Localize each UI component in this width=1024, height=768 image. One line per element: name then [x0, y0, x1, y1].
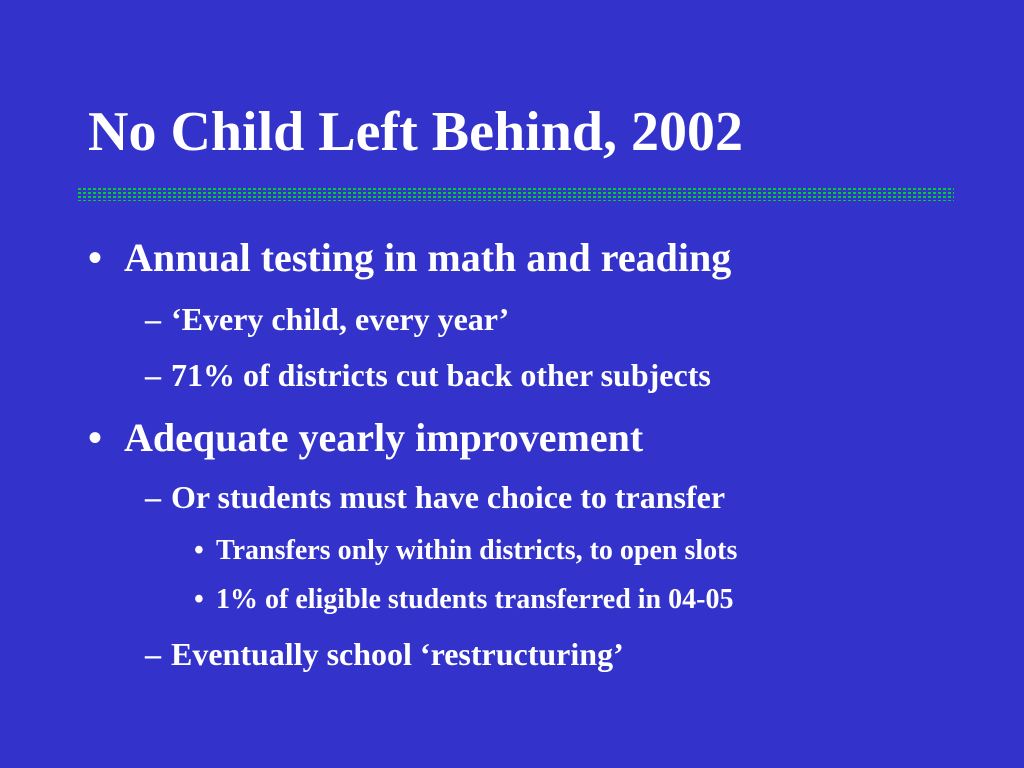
- bullet-marker: •: [88, 415, 103, 460]
- bullet-item: [88, 414, 643, 462]
- bullet-marker: •: [194, 584, 204, 615]
- sub-bullet-item: [145, 634, 624, 674]
- bullet-text: Annual testing in math and reading: [124, 235, 732, 280]
- sub-bullet-text: Or students must have choice to transfer: [171, 479, 726, 515]
- sub-sub-bullet-item: [194, 534, 737, 568]
- sub-bullet-item: [145, 299, 509, 339]
- sub-bullet-text: ‘Every child, every year’: [171, 301, 510, 337]
- sub-sub-bullet-item: [194, 583, 733, 617]
- slide-title: No Child Left Behind, 2002: [88, 101, 743, 163]
- sub-bullet-item: [145, 477, 725, 517]
- bullet-marker: •: [194, 535, 204, 566]
- dash-marker: –: [145, 357, 161, 393]
- dash-marker: –: [145, 479, 161, 515]
- dash-marker: –: [145, 636, 161, 672]
- bullet-item: [88, 234, 731, 282]
- dash-marker: –: [145, 301, 161, 337]
- sub-bullet-text: 71% of districts cut back other subjects: [171, 357, 711, 393]
- bullet-marker: •: [88, 235, 103, 280]
- bullet-text: Adequate yearly improvement: [124, 415, 644, 460]
- sub-sub-bullet-text: Transfers only within districts, to open slots: [216, 535, 738, 566]
- sub-bullet-text: Eventually school ‘restructuring’: [171, 636, 624, 672]
- sub-bullet-item: [145, 355, 711, 395]
- sub-sub-bullet-text: 1% of eligible students transferred in 04-05: [216, 584, 734, 615]
